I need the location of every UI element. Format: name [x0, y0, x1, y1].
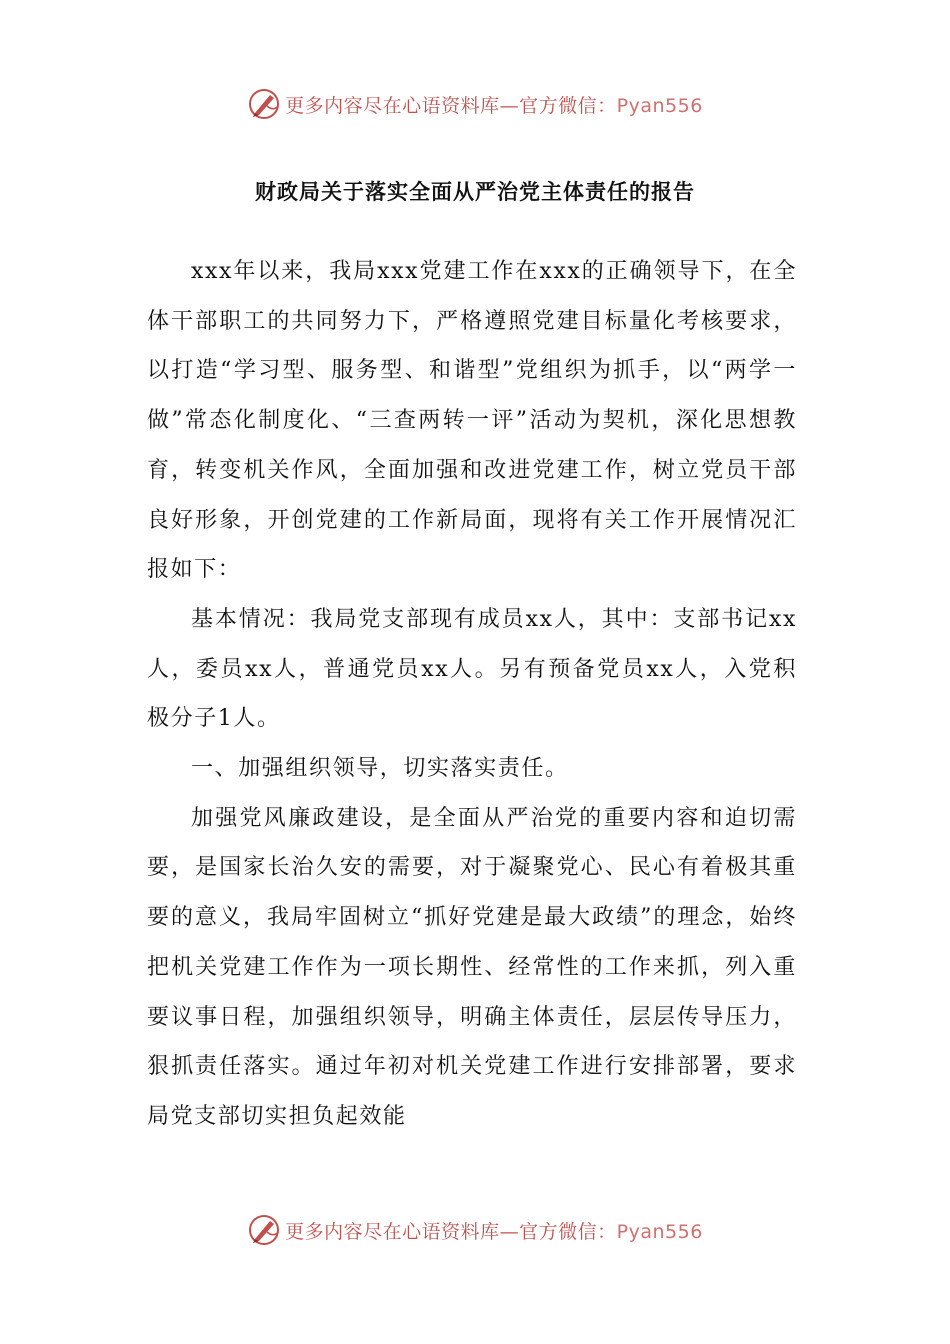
- paragraph-intro: xxx年以来，我局xxx党建工作在xxx的正确领导下，在全体干部职工的共同努力下，严格遵照党建目标量化考核要求，以打造“学习型、服务型、和谐型”党组织为抓手，以“两学一做”常态化制度化、“三查两转一评”活动为契机，深化思想教育，转变机关作风，全面加强和改进党建工作，树立党员干部良好形象，开创党建的工作新局面，现将有关工作开展情况汇报如下：: [147, 259, 797, 583]
- header-banner: [0, 84, 950, 124]
- pen-logo-icon: [247, 1213, 281, 1247]
- paragraph-section-1: 加强党风廉政建设，是全面从严治党的重要内容和迫切需要，是国家长治久安的需要，对于凝聚党心、民心有着极其重要的意义，我局牢固树立“抓好党建是最大政绩”的理念，始终把机关党建工作作为一项长期性、经常性的工作来抓，列入重要议事日程，加强组织领导，明确主体责任，层层传导压力，狠抓责任落实。通过年初对机关党建工作进行安排部署，要求局党支部切实担负起效能: [147, 805, 797, 1129]
- footer-banner: [0, 1210, 950, 1250]
- wechat-id: Pyan556: [616, 1220, 703, 1243]
- paragraph-basic-info: 基本情况：我局党支部现有成员xx人，其中：支部书记xx人，委员xx人，普通党员xx人。另有预备党员xx人，入党积极分子1人。: [147, 606, 797, 732]
- pen-logo-icon: [247, 87, 281, 121]
- section-heading-1: 一、加强组织领导，切实落实责任。: [191, 756, 569, 782]
- document-title: 财政局关于落实全面从严治党主体责任的报告: [255, 180, 695, 204]
- wechat-id: Pyan556: [616, 94, 703, 117]
- document-body: [147, 247, 797, 1142]
- banner-text: 更多内容尽在心语资料库—官方微信：Pyan556: [285, 1220, 703, 1243]
- banner-text: 更多内容尽在心语资料库—官方微信：Pyan556: [285, 94, 703, 117]
